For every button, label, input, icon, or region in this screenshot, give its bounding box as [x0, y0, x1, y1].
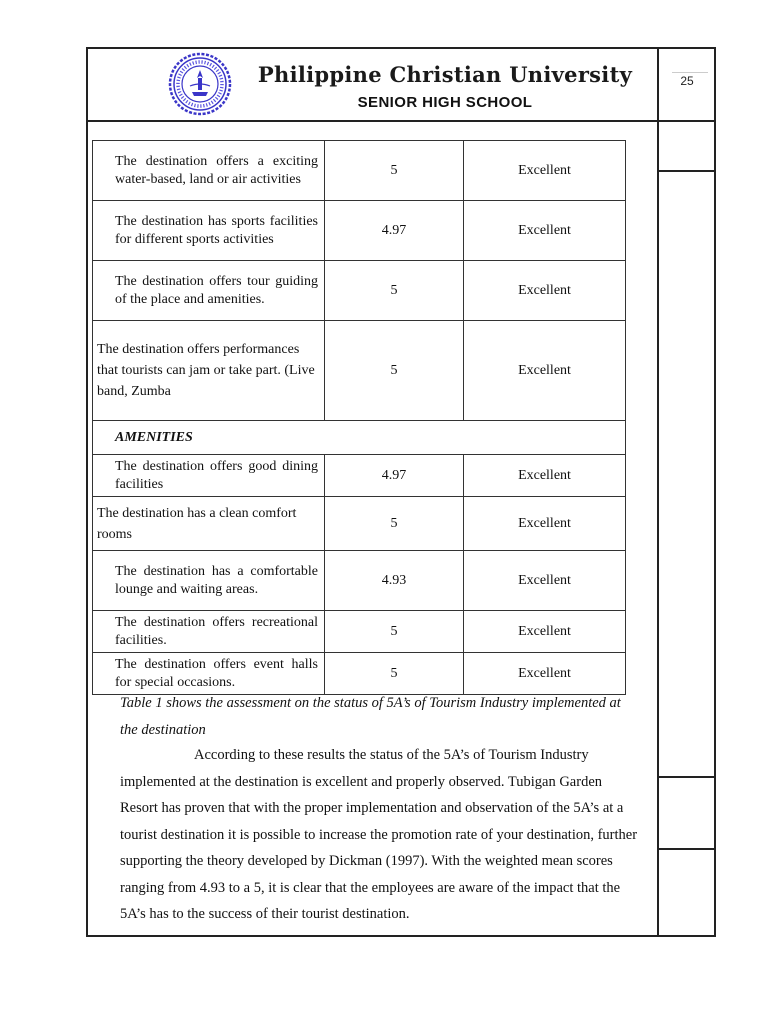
interpretation-cell: Excellent: [464, 611, 626, 653]
table-row: [93, 551, 626, 611]
weighted-mean-cell: 5: [325, 497, 464, 551]
weighted-mean-cell: 5: [325, 653, 464, 695]
indicator-cell: The destination has sports facilities for different sports activities: [93, 201, 325, 261]
page-number-rule: [672, 72, 708, 73]
header-divider: [86, 120, 716, 122]
indicator-cell: The destination offers recreational facilities.: [93, 611, 325, 653]
table-row: [93, 611, 626, 653]
interpretation-cell: Excellent: [464, 653, 626, 695]
section-row: [93, 421, 626, 455]
weighted-mean-cell: 4.97: [325, 455, 464, 497]
weighted-mean-cell: 5: [325, 321, 464, 421]
interpretation-cell: Excellent: [464, 497, 626, 551]
weighted-mean-cell: 4.97: [325, 201, 464, 261]
margin-separator: [659, 848, 716, 850]
page-number: 25: [680, 74, 694, 88]
table-row: [93, 653, 626, 695]
margin-column-divider: [657, 47, 659, 937]
margin-separator: [659, 120, 716, 122]
table-row: [93, 141, 626, 201]
margin-separator: [659, 776, 716, 778]
body-paragraph: [120, 742, 640, 928]
indicator-cell: The destination has a clean comfort rooms: [93, 497, 325, 551]
table-caption: Table 1 shows the assessment on the status of 5A’s of Tourism Industry implemented at the destination: [120, 695, 621, 738]
table-row: [93, 201, 626, 261]
interpretation-cell: Excellent: [464, 201, 626, 261]
interpretation-cell: Excellent: [464, 455, 626, 497]
indicator-cell: The destination offers event halls for special occasions.: [93, 653, 325, 695]
indicator-cell: The destination offers a exciting water-based, land or air activities: [93, 141, 325, 201]
indicator-cell: The destination has a comfortable lounge and waiting areas.: [93, 551, 325, 611]
weighted-mean-cell: 5: [325, 261, 464, 321]
paragraph-text: According to these results the status of the 5A’s of Tourism Industry implemented at the destination is excellent and properly observed. Tubigan Garden Resort has proven that with the proper implementation and observation of the 5A’s at a tourist destination it is possible to increase the promotion rate of your destination, further supporting the theory developed by Dickman (1997). With the weighted mean scores ranging from 4.93 to a 5, it is clear that the employees are aware of the impact that the 5A’s has to the success of their tourist destination.: [120, 747, 638, 922]
section-label: AMENITIES: [93, 421, 626, 455]
interpretation-cell: Excellent: [464, 141, 626, 201]
table-row: [93, 497, 626, 551]
table-row: [93, 321, 626, 421]
interpretation-cell: Excellent: [464, 551, 626, 611]
interpretation-cell: Excellent: [464, 261, 626, 321]
indicator-cell: The destination offers good dining facilities: [93, 455, 325, 497]
table-row: [93, 455, 626, 497]
margin-separator: [659, 170, 716, 172]
weighted-mean-cell: 4.93: [325, 551, 464, 611]
table-row: [93, 261, 626, 321]
indicator-cell: The destination offers performances that tourists can jam or take part. (Live band, Zumba: [93, 321, 325, 421]
university-seal-icon: [168, 52, 232, 116]
weighted-mean-cell: 5: [325, 141, 464, 201]
assessment-table: [92, 140, 626, 695]
interpretation-cell: Excellent: [464, 321, 626, 421]
indicator-cell: The destination offers tour guiding of the place and amenities.: [93, 261, 325, 321]
school-name: SENIOR HIGH SCHOOL: [357, 94, 533, 111]
weighted-mean-cell: 5: [325, 611, 464, 653]
university-name: Philippine Christian University: [257, 62, 633, 87]
